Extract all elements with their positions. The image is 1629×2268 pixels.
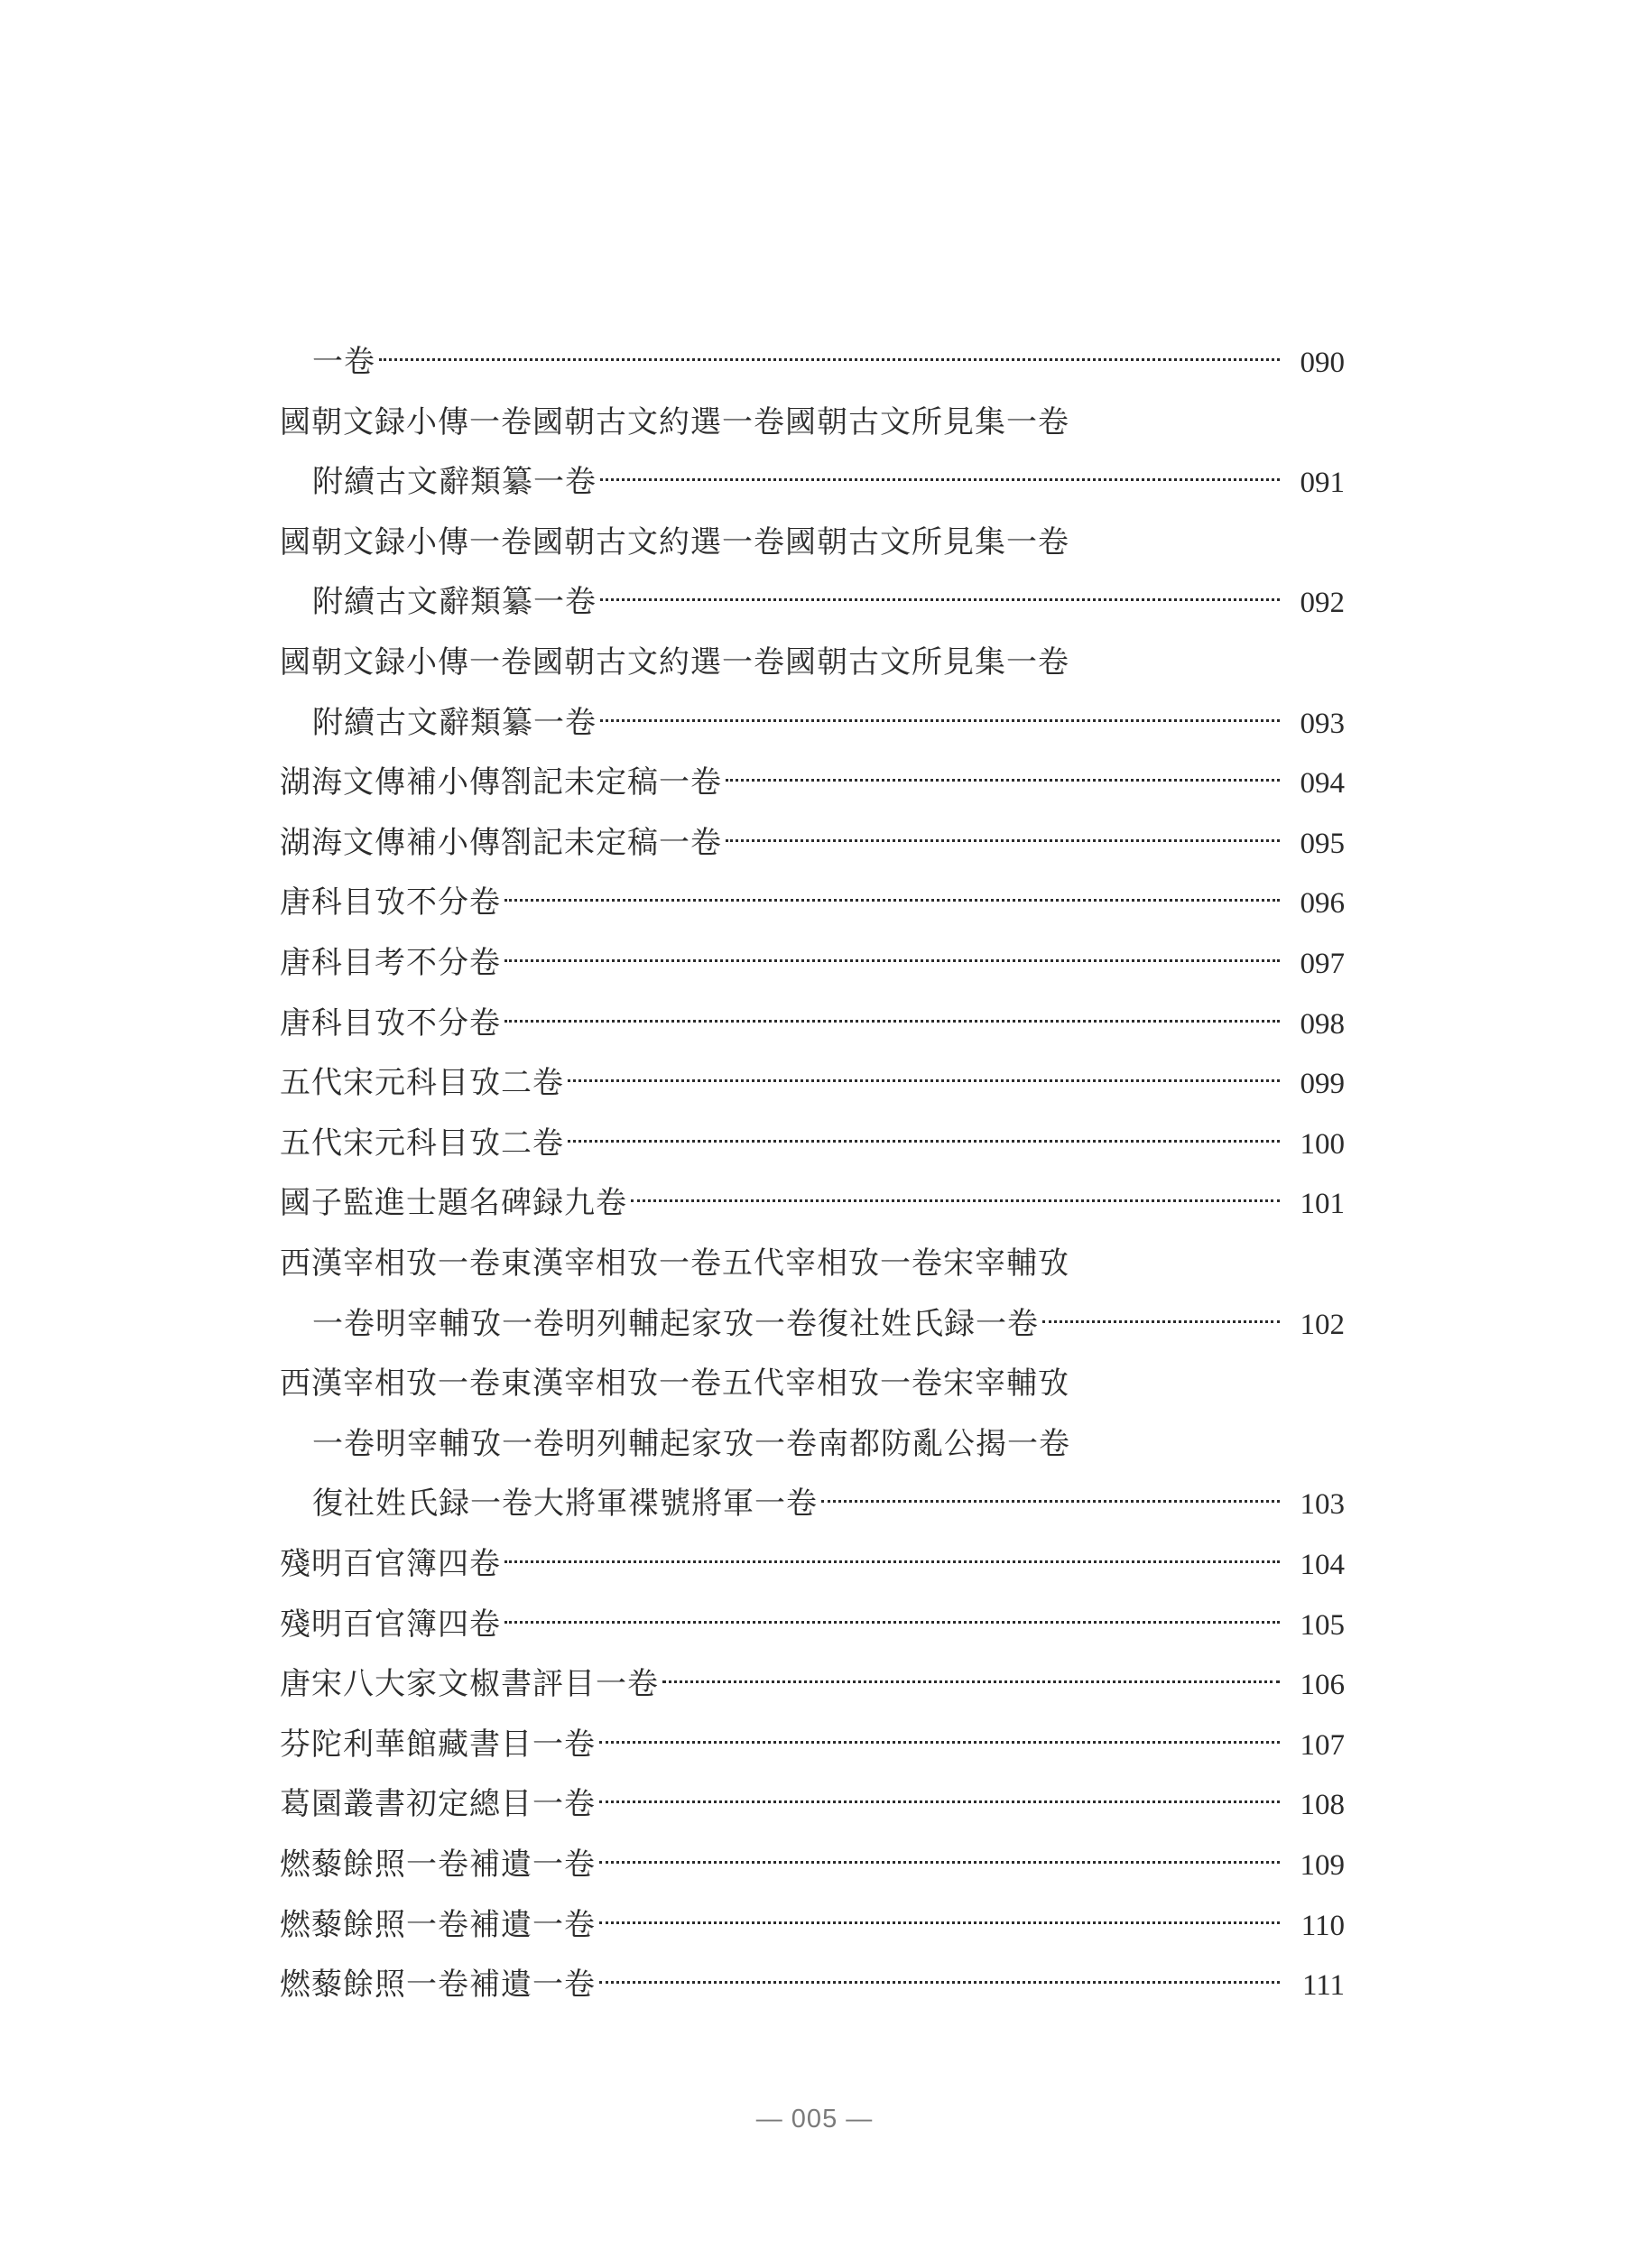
toc-entry-page: 096 [1300,887,1345,920]
toc-entry [280,1237,1345,1290]
toc-entry [280,1718,1345,1771]
dot-leader [600,719,1280,722]
toc-entry-page: 111 [1301,1969,1345,2002]
toc-entry-title: 一卷明宰輔攷一卷明列輔起家攷一卷南都防亂公揭一卷 [312,1426,1070,1462]
dot-leader [662,1680,1280,1683]
toc-entry-page: 108 [1300,1789,1345,1821]
toc-entry-title: 湖海文傳補小傳劄記未定稿一卷 [280,764,722,801]
toc-entry [280,516,1345,569]
toc-entry-title: 附續古文辭類纂一卷 [312,464,597,500]
toc-entry-title: 殘明百官簿四卷 [280,1606,501,1643]
toc-entry-page: 097 [1300,948,1345,980]
toc-entry-page: 098 [1300,1008,1345,1041]
toc-entry [312,336,1345,388]
toc-entry-title: 西漢宰相攷一卷東漢宰相攷一卷五代宰相攷一卷宋宰輔攷 [280,1365,1069,1402]
dot-leader [821,1500,1280,1503]
toc-entry-title: 國朝文録小傳一卷國朝古文約選一卷國朝古文所見集一卷 [280,404,1069,440]
toc-entry [280,937,1345,989]
toc-entry-title: 西漢宰相攷一卷東漢宰相攷一卷五代宰相攷一卷宋宰輔攷 [280,1245,1069,1282]
toc-entry [280,636,1345,689]
dot-leader [600,478,1280,481]
dot-leader [599,1741,1280,1744]
toc-entry-page: 090 [1300,347,1345,379]
toc-entry-title: 湖海文傳補小傳劄記未定稿一卷 [280,825,722,861]
toc-entry-page: 093 [1300,708,1345,740]
toc-entry-title: 五代宋元科目攷二卷 [280,1125,564,1162]
toc-entry-title: 附續古文辭類纂一卷 [312,705,597,741]
dot-leader [568,1140,1280,1143]
toc-entry-title: 國朝文録小傳一卷國朝古文約選一卷國朝古文所見集一卷 [280,644,1069,680]
toc-entry-page: 106 [1300,1669,1345,1701]
dot-leader [504,1621,1280,1624]
toc-entry-title: 燃藜餘照一卷補遺一卷 [280,1907,596,1943]
dot-leader [600,598,1280,601]
toc-entry [312,1298,1345,1350]
toc-entry-page: 100 [1300,1128,1345,1161]
dot-leader [1042,1320,1280,1323]
toc-entry-title: 復社姓氏録一卷大將軍褋號將軍一卷 [312,1486,818,1522]
dot-leader [726,779,1280,782]
dot-leader [379,358,1280,361]
toc-entry-title: 附續古文辭類纂一卷 [312,584,597,620]
toc-entry-title: 唐科目攷不分卷 [280,884,501,921]
toc-entry-title: 五代宋元科目攷二卷 [280,1065,564,1101]
toc-entry [312,576,1345,628]
toc-entry [312,1418,1345,1470]
toc-entry [280,756,1345,809]
toc-entry [312,456,1345,508]
toc-entry-page: 102 [1300,1309,1345,1341]
toc-entry [280,1538,1345,1590]
toc-entry-page: 099 [1300,1068,1345,1100]
dot-leader [599,1801,1280,1803]
toc-entry-title: 一卷明宰輔攷一卷明列輔起家攷一卷復社姓氏録一卷 [312,1306,1039,1342]
toc-entry-title: 唐宋八大家文椒書評目一卷 [280,1666,659,1702]
toc-entry [280,1057,1345,1109]
toc-entry [280,1838,1345,1891]
toc-entry [280,997,1345,1050]
toc-entry-title: 國朝文録小傳一卷國朝古文約選一卷國朝古文所見集一卷 [280,524,1069,560]
dot-leader [504,1560,1280,1563]
toc-entry-title: 唐科目攷不分卷 [280,1005,501,1041]
toc-entry-title: 芬陀利華館藏書目一卷 [280,1726,596,1763]
toc-entry-page: 095 [1300,828,1345,860]
toc-entry [280,1117,1345,1170]
toc-entry-page: 103 [1300,1488,1345,1521]
toc-entry [280,1958,1345,2011]
toc-entry-page: 091 [1300,467,1345,499]
page-number: — 005 — [755,2105,874,2134]
toc-entry [280,1899,1345,1951]
toc-entry [312,697,1345,749]
dot-leader [504,899,1280,902]
toc-entry [280,1778,1345,1830]
dot-leader [504,959,1280,962]
toc-entry-page: 109 [1300,1849,1345,1882]
toc-entry [280,396,1345,449]
toc-entry [280,876,1345,929]
dot-leader [726,839,1280,842]
dot-leader [599,1981,1280,1984]
toc-entry-title: 殘明百官簿四卷 [280,1546,501,1582]
toc-entry-title: 葛園叢書初定總目一卷 [280,1786,596,1822]
toc-entry-page: 110 [1300,1910,1345,1942]
toc-entry-page: 101 [1300,1188,1345,1220]
toc-entry-title: 燃藜餘照一卷補遺一卷 [280,1847,596,1883]
toc-entry-title: 一卷 [312,344,375,380]
toc-entry-title: 燃藜餘照一卷補遺一卷 [280,1967,596,2003]
toc-entry [280,1357,1345,1410]
toc-entry-title: 唐科目考不分卷 [280,945,501,981]
toc-entry-page: 092 [1300,587,1345,619]
dot-leader [568,1079,1280,1082]
toc-entry-page: 107 [1300,1729,1345,1762]
dot-leader [599,1861,1280,1864]
toc-entry-page: 105 [1300,1609,1345,1642]
toc-entry [280,817,1345,869]
toc-entry-page: 094 [1300,767,1345,800]
dot-leader [504,1020,1280,1023]
toc-entry-page: 104 [1300,1549,1345,1581]
toc-entry [280,1658,1345,1710]
toc-entry-title: 國子監進士題名碑録九卷 [280,1185,627,1221]
dot-leader [631,1199,1280,1202]
toc-entry [312,1477,1345,1530]
toc-entry [280,1598,1345,1651]
dot-leader [599,1921,1280,1924]
toc-entry [280,1177,1345,1229]
